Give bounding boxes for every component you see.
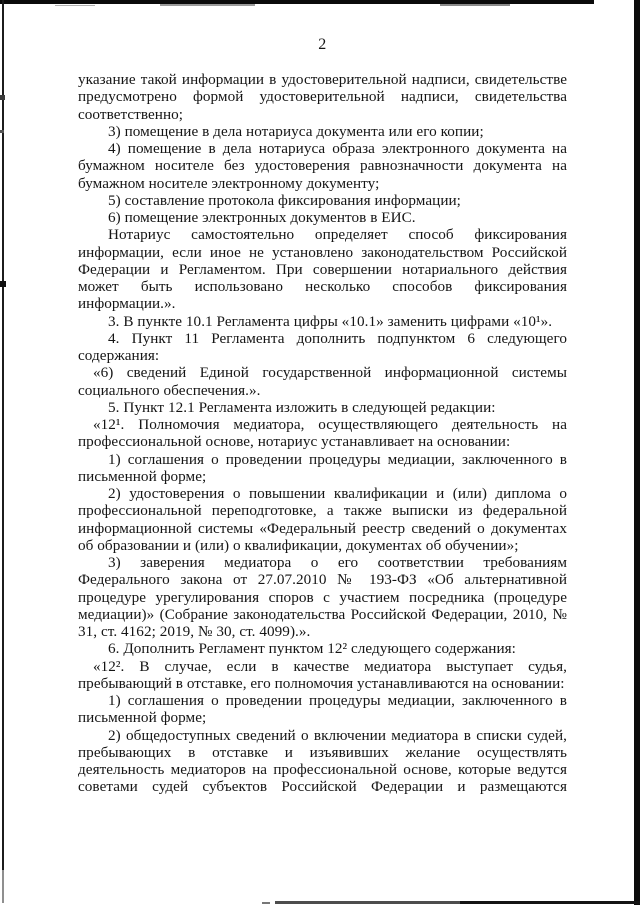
paragraph: указание такой информации в удостоверительной надписи, свидетельстве предусмотрено формой удостоверительной надписи, свидетельства соответственно; [78, 71, 567, 123]
scan-left-edge-artifact [2, 870, 4, 903]
paragraph: 5. Пункт 12.1 Регламента изложить в следующей редакции: [108, 398, 496, 416]
paragraph: 3. В пункте 10.1 Регламента цифры «10.1» заменить цифрами «10¹». [108, 312, 553, 330]
scan-top-edge-artifact [440, 4, 510, 6]
paragraph: 5) составление протокола фиксирования информации; [108, 191, 461, 209]
scan-bottom-edge-artifact [460, 901, 640, 904]
scan-speck [0, 130, 4, 133]
paragraph: 3) заверения медиатора о его соответствии требованиям Федерального закона от 27.07.2010 № 193-ФЗ «Об альтернативной процедуре урегулирования споров с участием посредника (процедуре медиации)» (Собрание законодательства Российской Федерации, 2010, № 31, ст. 4162; 2019, № 30, ст. 4099).». [78, 554, 567, 640]
paragraph: «12². В случае, если в качестве медиатора выступает судья, пребывающий в отставке, его полномочия устанавливаются на основании: [78, 657, 567, 692]
scan-top-edge-artifact [55, 5, 95, 6]
paragraph: 6. Дополнить Регламент пунктом 12² следующего содержания: [108, 640, 516, 658]
scan-speck [0, 95, 5, 100]
paragraph: «12¹. Полномочия медиатора, осуществляющего деятельность на профессиональной основе, нотариус устанавливает на основании: [78, 416, 567, 451]
scan-left-edge-artifact [2, 0, 4, 888]
scan-top-edge-artifact [160, 4, 255, 6]
scan-bottom-edge-artifact [275, 901, 640, 904]
paragraph: «6) сведений Единой государственной информационной системы социального обеспечения.». [78, 364, 567, 399]
scan-speck [0, 281, 6, 287]
scan-top-edge-artifact [0, 0, 594, 4]
paragraph: 2) общедоступных сведений о включении медиатора в списки судей, пребывающих в отставке и изъявивших желание осуществлять деятельность медиаторов на профессиональной основе, которые ведутся советами судей субъектов Российской Федерации и размещаются [78, 726, 567, 796]
scan-bottom-edge-artifact [262, 902, 270, 904]
paragraph: 2) удостоверения о повышении квалификации и (или) диплома о профессиональной переподготовке, а также выписки из федеральной информационной системы «Федеральный реестр сведений о документах об образовании и (или) о квалификации, документах об обучении»; [78, 485, 567, 554]
paragraph: 6) помещение электронных документов в ЕИС. [108, 209, 416, 226]
paragraph: Нотариус самостоятельно определяет способ фиксирования информации, если иное не установлено законодательством Российской Федерации и Регламентом. При совершении нотариального действия может быть использовано несколько способов фиксирования информации.». [78, 226, 567, 313]
paragraph: 1) соглашения о проведении процедуры медиации, заключенного в письменной форме; [78, 692, 567, 727]
page-number: 2 [318, 36, 327, 53]
paragraph: 1) соглашения о проведении процедуры медиации, заключенного в письменной форме; [78, 450, 567, 485]
paragraph: 4. Пункт 11 Регламента дополнить подпунктом 6 следующего содержания: [78, 329, 567, 364]
paragraph: 4) помещение в дела нотариуса образа электронного документа на бумажном носителе без удостоверения равнозначности документа на бумажном носителе электронному документу; [78, 140, 567, 192]
paragraph: 3) помещение в дела нотариуса документа или его копии; [108, 122, 484, 140]
document-body [78, 71, 567, 796]
scan-right-edge-artifact [634, 0, 640, 905]
